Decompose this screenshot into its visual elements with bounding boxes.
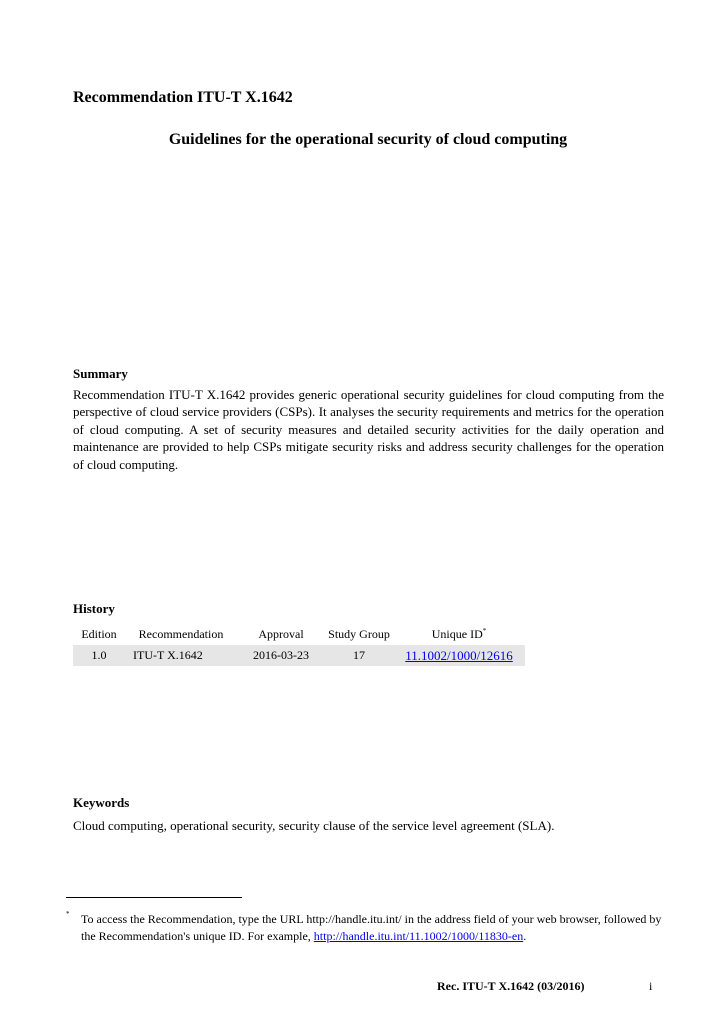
history-header-row [73,623,525,645]
page-number: i [649,979,653,993]
cell-study-group: 17 [325,645,393,666]
column-header-unique-id [393,623,525,645]
summary-body: Recommendation ITU-T X.1642 provides generic operational security guidelines for cloud computing from the perspective of cloud service providers (CSPs). It analyses the security requirements and metrics for the operation of cloud computing. A set of security measures and detailed security activities for the daily operation and maintenance are provided to help CSPs mitigate security risks and address security challenges for the operation of cloud computing. [73,387,664,472]
cell-approval: 2016-03-23 [237,645,325,666]
unique-id-link[interactable]: 11.1002/1000/12616 [405,647,513,663]
table-row [73,645,525,666]
cell-recommendation: ITU-T X.1642 [125,645,237,666]
cell-unique-id [393,645,525,666]
column-header-recommendation: Recommendation [138,626,224,641]
history-table [73,623,525,666]
column-header-edition: Edition [81,626,117,641]
unique-id-label: Unique ID [431,626,483,641]
footnote-example-link[interactable]: http://handle.itu.int/11.1002/1000/11830-en [313,929,524,943]
cell-edition: 1.0 [73,645,125,666]
keywords-body: Cloud computing, operational security, security clause of the service level agreement (SLA). [73,818,555,833]
keywords-heading: Keywords [73,795,130,810]
footnote-separator [66,897,242,898]
footnote-text-suffix: . [523,929,527,943]
recommendation-title: Recommendation ITU-T X.1642 [73,89,293,106]
footnote-text-prefix: To access the Recommendation, type the URL http://handle.itu.int/ in the address field of your web browser, followed by the Recommendation's unique ID. For example, [81,912,662,943]
footer-recommendation-reference: Rec. ITU-T X.1642 (03/2016) [437,979,585,993]
column-header-study-group: Study Group [328,626,390,641]
footnote-mark: * [66,910,70,918]
document-title: Guidelines for the operational security of cloud computing [168,131,568,148]
history-heading: History [73,601,115,616]
summary-heading: Summary [73,366,128,381]
footnote-reference-mark: * [482,626,487,635]
footnote-text [81,911,663,945]
column-header-approval: Approval [258,626,304,641]
